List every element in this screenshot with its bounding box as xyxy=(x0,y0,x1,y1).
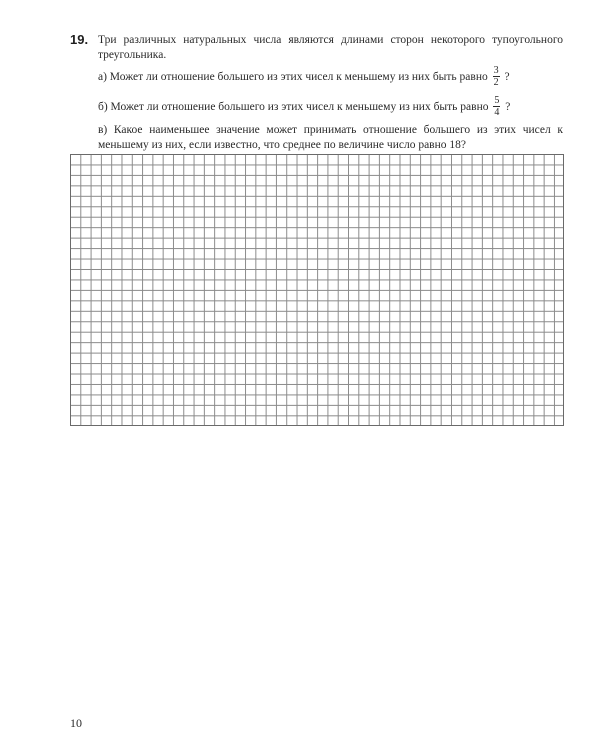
question-b xyxy=(98,96,510,119)
page-number: 10 xyxy=(70,716,82,730)
task-number: 19. xyxy=(70,32,89,47)
question-c: в) Какое наименьшее значение может принимать отношение большего из этих чисел к меньшему из них, если известно, что среднее по величине число равно 18? xyxy=(98,124,563,151)
fraction-b-denominator: 4 xyxy=(494,107,500,118)
fraction-b-numerator: 5 xyxy=(494,95,500,106)
question-b-mark: ? xyxy=(505,101,511,114)
answer-grid[interactable] xyxy=(70,154,564,426)
fraction-a-numerator: 3 xyxy=(493,65,499,76)
question-a-mark: ? xyxy=(504,71,510,84)
task-intro: Три различных натуральных числа являются длинами сторон некоторого тупоугольного треугольника. xyxy=(98,34,563,61)
question-a xyxy=(98,66,510,89)
question-a-text: а) Может ли отношение большего из этих чисел к меньшему из них быть равно xyxy=(98,71,488,84)
fraction-a-denominator: 2 xyxy=(493,77,499,88)
fraction-a xyxy=(493,65,500,88)
question-b-text: б) Может ли отношение большего из этих чисел к меньшему из них быть равно xyxy=(98,101,489,114)
fraction-b xyxy=(493,95,500,118)
